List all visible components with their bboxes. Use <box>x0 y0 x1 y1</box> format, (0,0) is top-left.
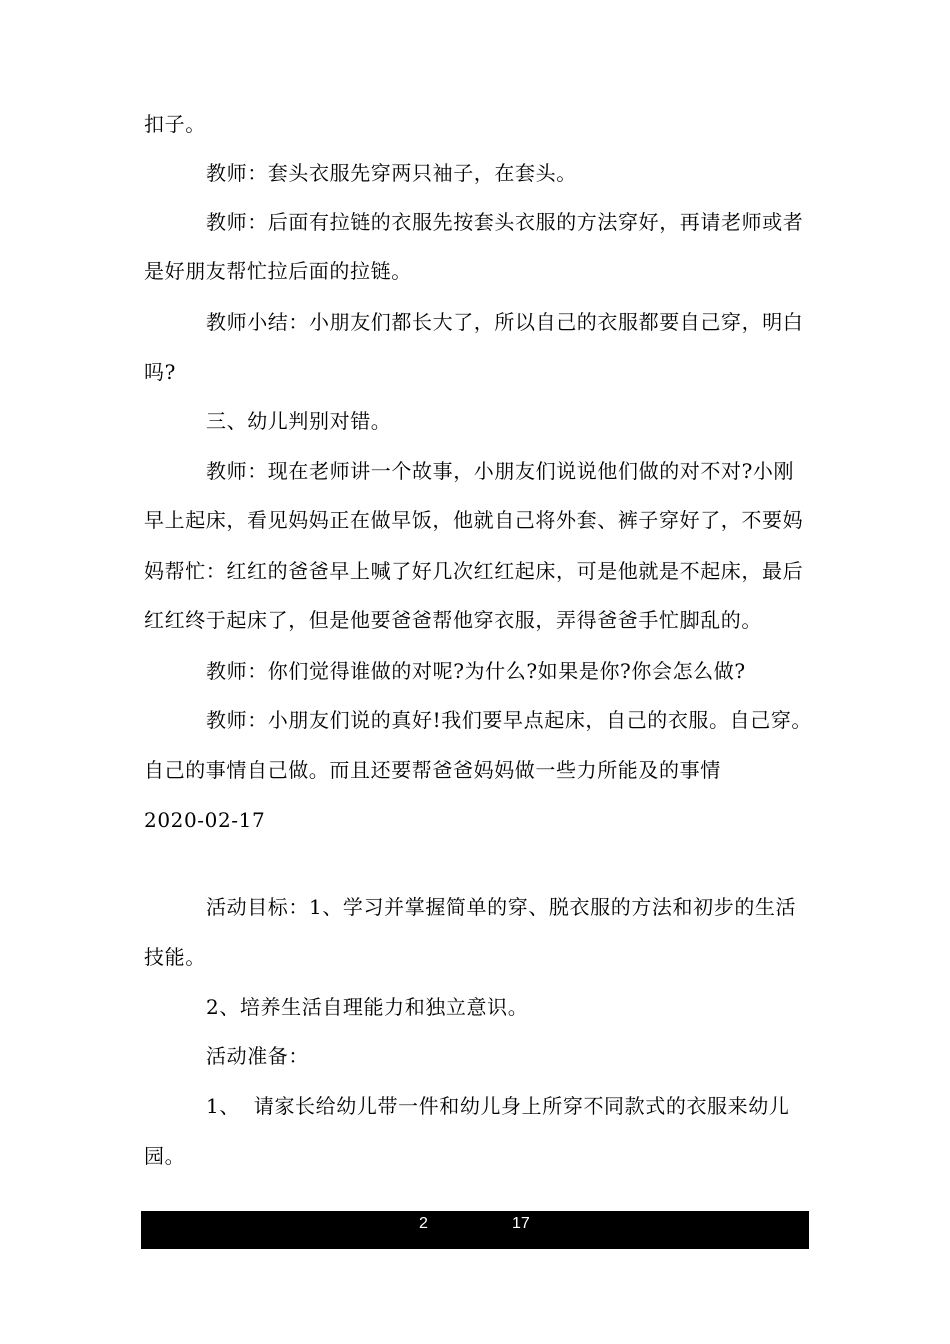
text-line: 教师：现在老师讲一个故事，小朋友们说说他们做的对不对?小刚 <box>206 459 795 483</box>
text-line: 教师：后面有拉链的衣服先按套头衣服的方法穿好，再请老师或者 <box>206 210 804 234</box>
text-line: 红红终于起床了，但是他要爸爸帮他穿衣服，弄得爸爸手忙脚乱的。 <box>144 608 762 632</box>
page-number: 2 <box>419 1215 428 1232</box>
text-line: 技能。 <box>144 945 206 969</box>
total-pages: 17 <box>512 1215 530 1232</box>
date-line: 2020-02-17 <box>144 808 266 832</box>
section-heading: 三、幼儿判别对错。 <box>206 409 392 433</box>
text-line: 是好朋友帮忙拉后面的拉链。 <box>144 259 412 283</box>
text-line: 教师：小朋友们说的真好!我们要早点起床，自己的衣服。自己穿。 <box>206 708 813 732</box>
text-line: 自己的事情自己做。而且还要帮爸爸妈妈做一些力所能及的事情 <box>144 758 721 782</box>
page-footer-bar <box>141 1211 809 1249</box>
text-line: 园。 <box>144 1144 186 1168</box>
text-line: 教师：套头衣服先穿两只袖子，在套头。 <box>206 161 577 185</box>
text-line: 1、 请家长给幼儿带一件和幼儿身上所穿不同款式的衣服来幼儿 <box>206 1094 790 1118</box>
text-line: 吗? <box>144 360 176 384</box>
text-line: 妈帮忙：红红的爸爸早上喊了好几次红红起床，可是他就是不起床，最后 <box>144 559 804 583</box>
text-line: 2、培养生活自理能力和独立意识。 <box>206 995 529 1019</box>
text-line: 扣子。 <box>144 112 206 136</box>
text-line: 活动准备： <box>206 1044 309 1068</box>
text-line: 教师小结：小朋友们都长大了，所以自己的衣服都要自己穿，明白 <box>206 310 804 334</box>
text-line: 早上起床，看见妈妈正在做早饭，他就自己将外套、裤子穿好了，不要妈 <box>144 508 804 532</box>
text-line: 教师：你们觉得谁做的对呢?为什么?如果是你?你会怎么做? <box>206 659 746 683</box>
text-line: 活动目标：1、学习并掌握简单的穿、脱衣服的方法和初步的生活 <box>206 895 797 919</box>
